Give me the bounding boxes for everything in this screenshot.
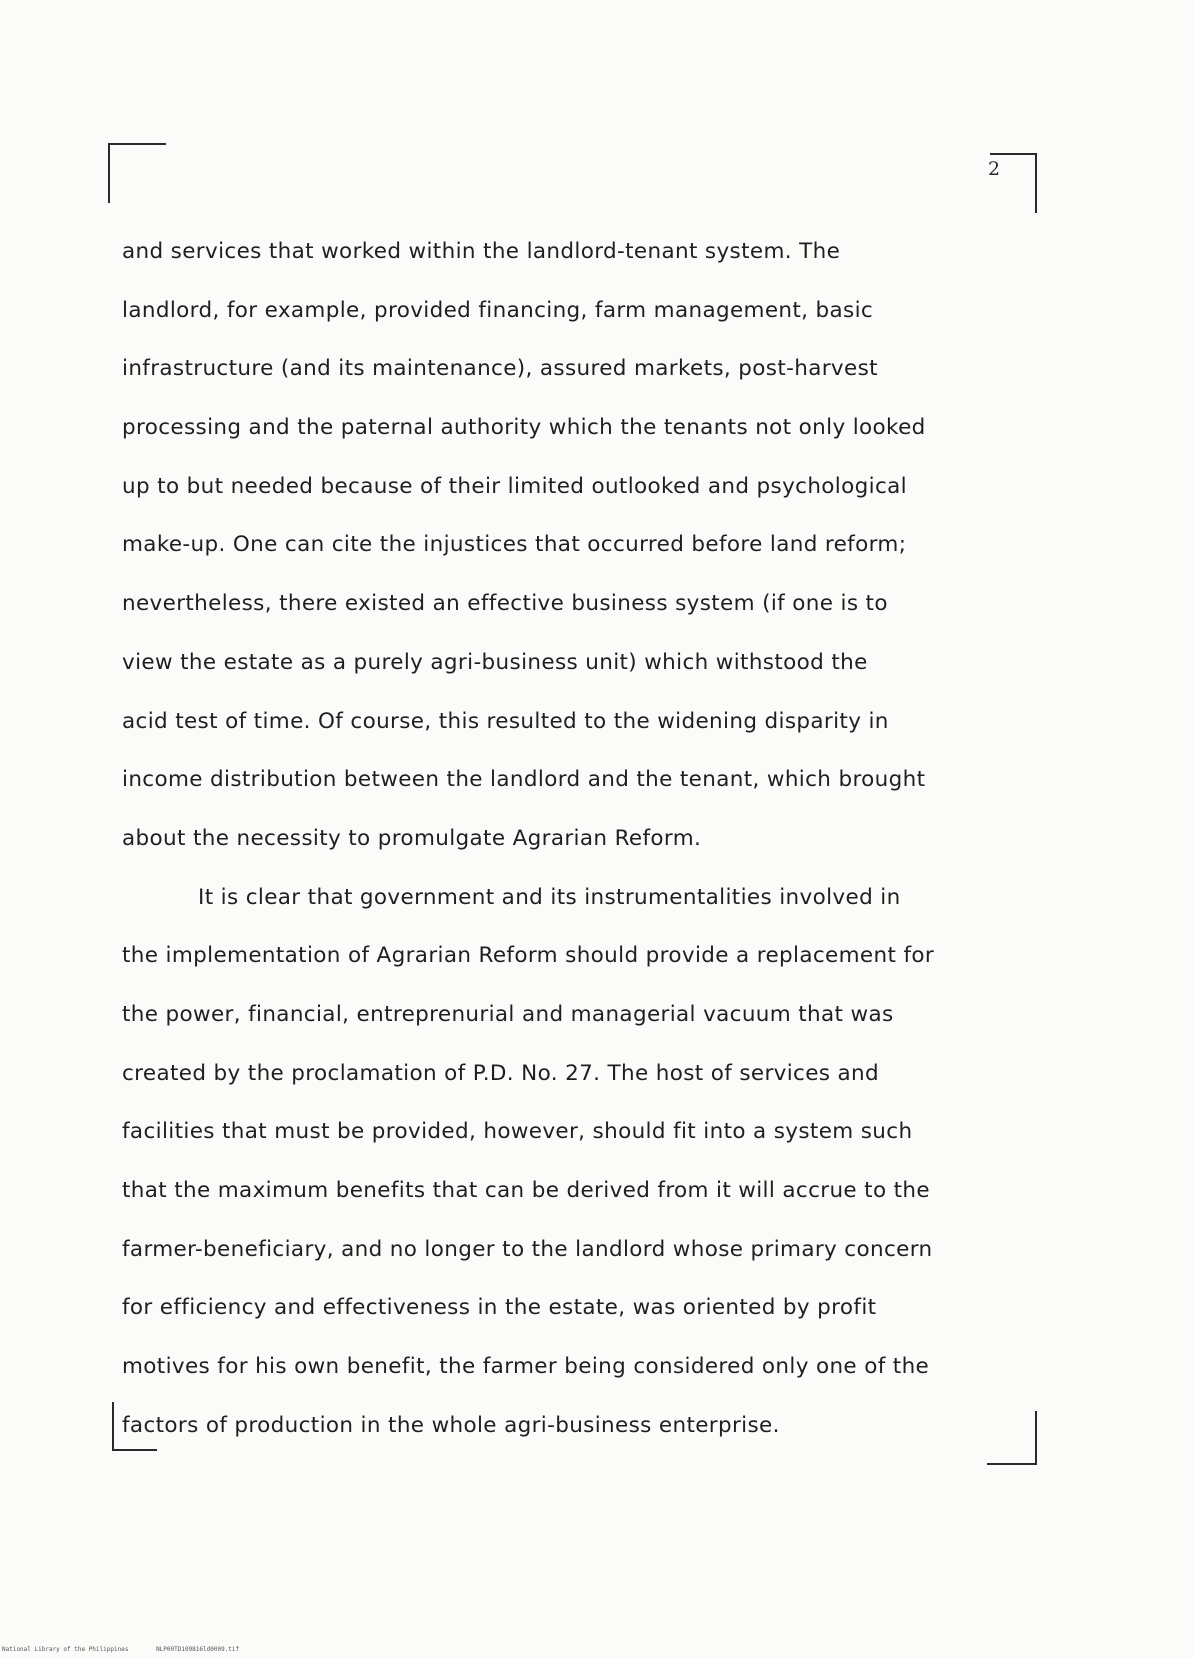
- text-line: the implementation of Agrarian Reform should provide a replacement for: [122, 943, 935, 969]
- text-line: and services that worked within the landlord-tenant system. The: [122, 239, 841, 264]
- text-line: facilities that must be provided, however, should fit into a system such: [122, 1119, 913, 1145]
- scan-file-id: NLP00TD109816ld0009.tif: [156, 1646, 240, 1653]
- paragraph: [122, 238, 1052, 884]
- document-body: [122, 238, 1052, 1470]
- crop-mark-bottom-left-vertical: [112, 1402, 114, 1450]
- text-line: farmer-beneficiary, and no longer to the landlord whose primary concern: [122, 1236, 933, 1262]
- text-line: landlord, for example, provided financing, farm management, basic: [122, 297, 874, 323]
- text-line: view the estate as a purely agri-business unit) which withstood the: [122, 649, 868, 675]
- text-line: acid test of time. Of course, this resulted to the widening disparity in: [122, 708, 889, 734]
- text-line: that the maximum benefits that can be derived from it will accrue to the: [122, 1178, 930, 1203]
- paragraph: [122, 884, 1052, 1471]
- text-line: factors of production in the whole agri-business enterprise.: [122, 1412, 780, 1438]
- text-line: processing and the paternal authority which the tenants not only looked: [122, 415, 926, 441]
- text-line: created by the proclamation of P.D. No. 27. The host of services and: [122, 1060, 880, 1086]
- text-line: the power, financial, entreprenurial and managerial vacuum that was: [122, 1001, 894, 1027]
- text-line: nevertheless, there existed an effective business system (if one is to: [122, 591, 888, 617]
- crop-mark-top-right-vertical: [1035, 153, 1037, 213]
- crop-mark-top-right-horizontal: [990, 153, 1037, 155]
- scan-footer: [2, 1646, 239, 1653]
- page-number: 2: [988, 158, 1001, 180]
- text-line: make-up. One can cite the injustices that occurred before land reform;: [122, 532, 907, 558]
- text-line: It is clear that government and its instrumentalities involved in: [198, 884, 901, 910]
- text-line: infrastructure (and its maintenance), assured markets, post-harvest: [122, 356, 878, 382]
- text-line: up to but needed because of their limited outlooked and psychological: [122, 473, 907, 499]
- crop-mark-top-left-horizontal: [108, 143, 166, 145]
- library-credit: National Library of the Philippines: [2, 1646, 129, 1653]
- crop-mark-top-left-vertical: [108, 143, 110, 203]
- text-line: for efficiency and effectiveness in the estate, was oriented by profit: [122, 1295, 877, 1321]
- text-line: about the necessity to promulgate Agrarian Reform.: [122, 825, 702, 851]
- text-line: motives for his own benefit, the farmer being considered only one of the: [122, 1354, 930, 1380]
- text-line: income distribution between the landlord and the tenant, which brought: [122, 767, 926, 793]
